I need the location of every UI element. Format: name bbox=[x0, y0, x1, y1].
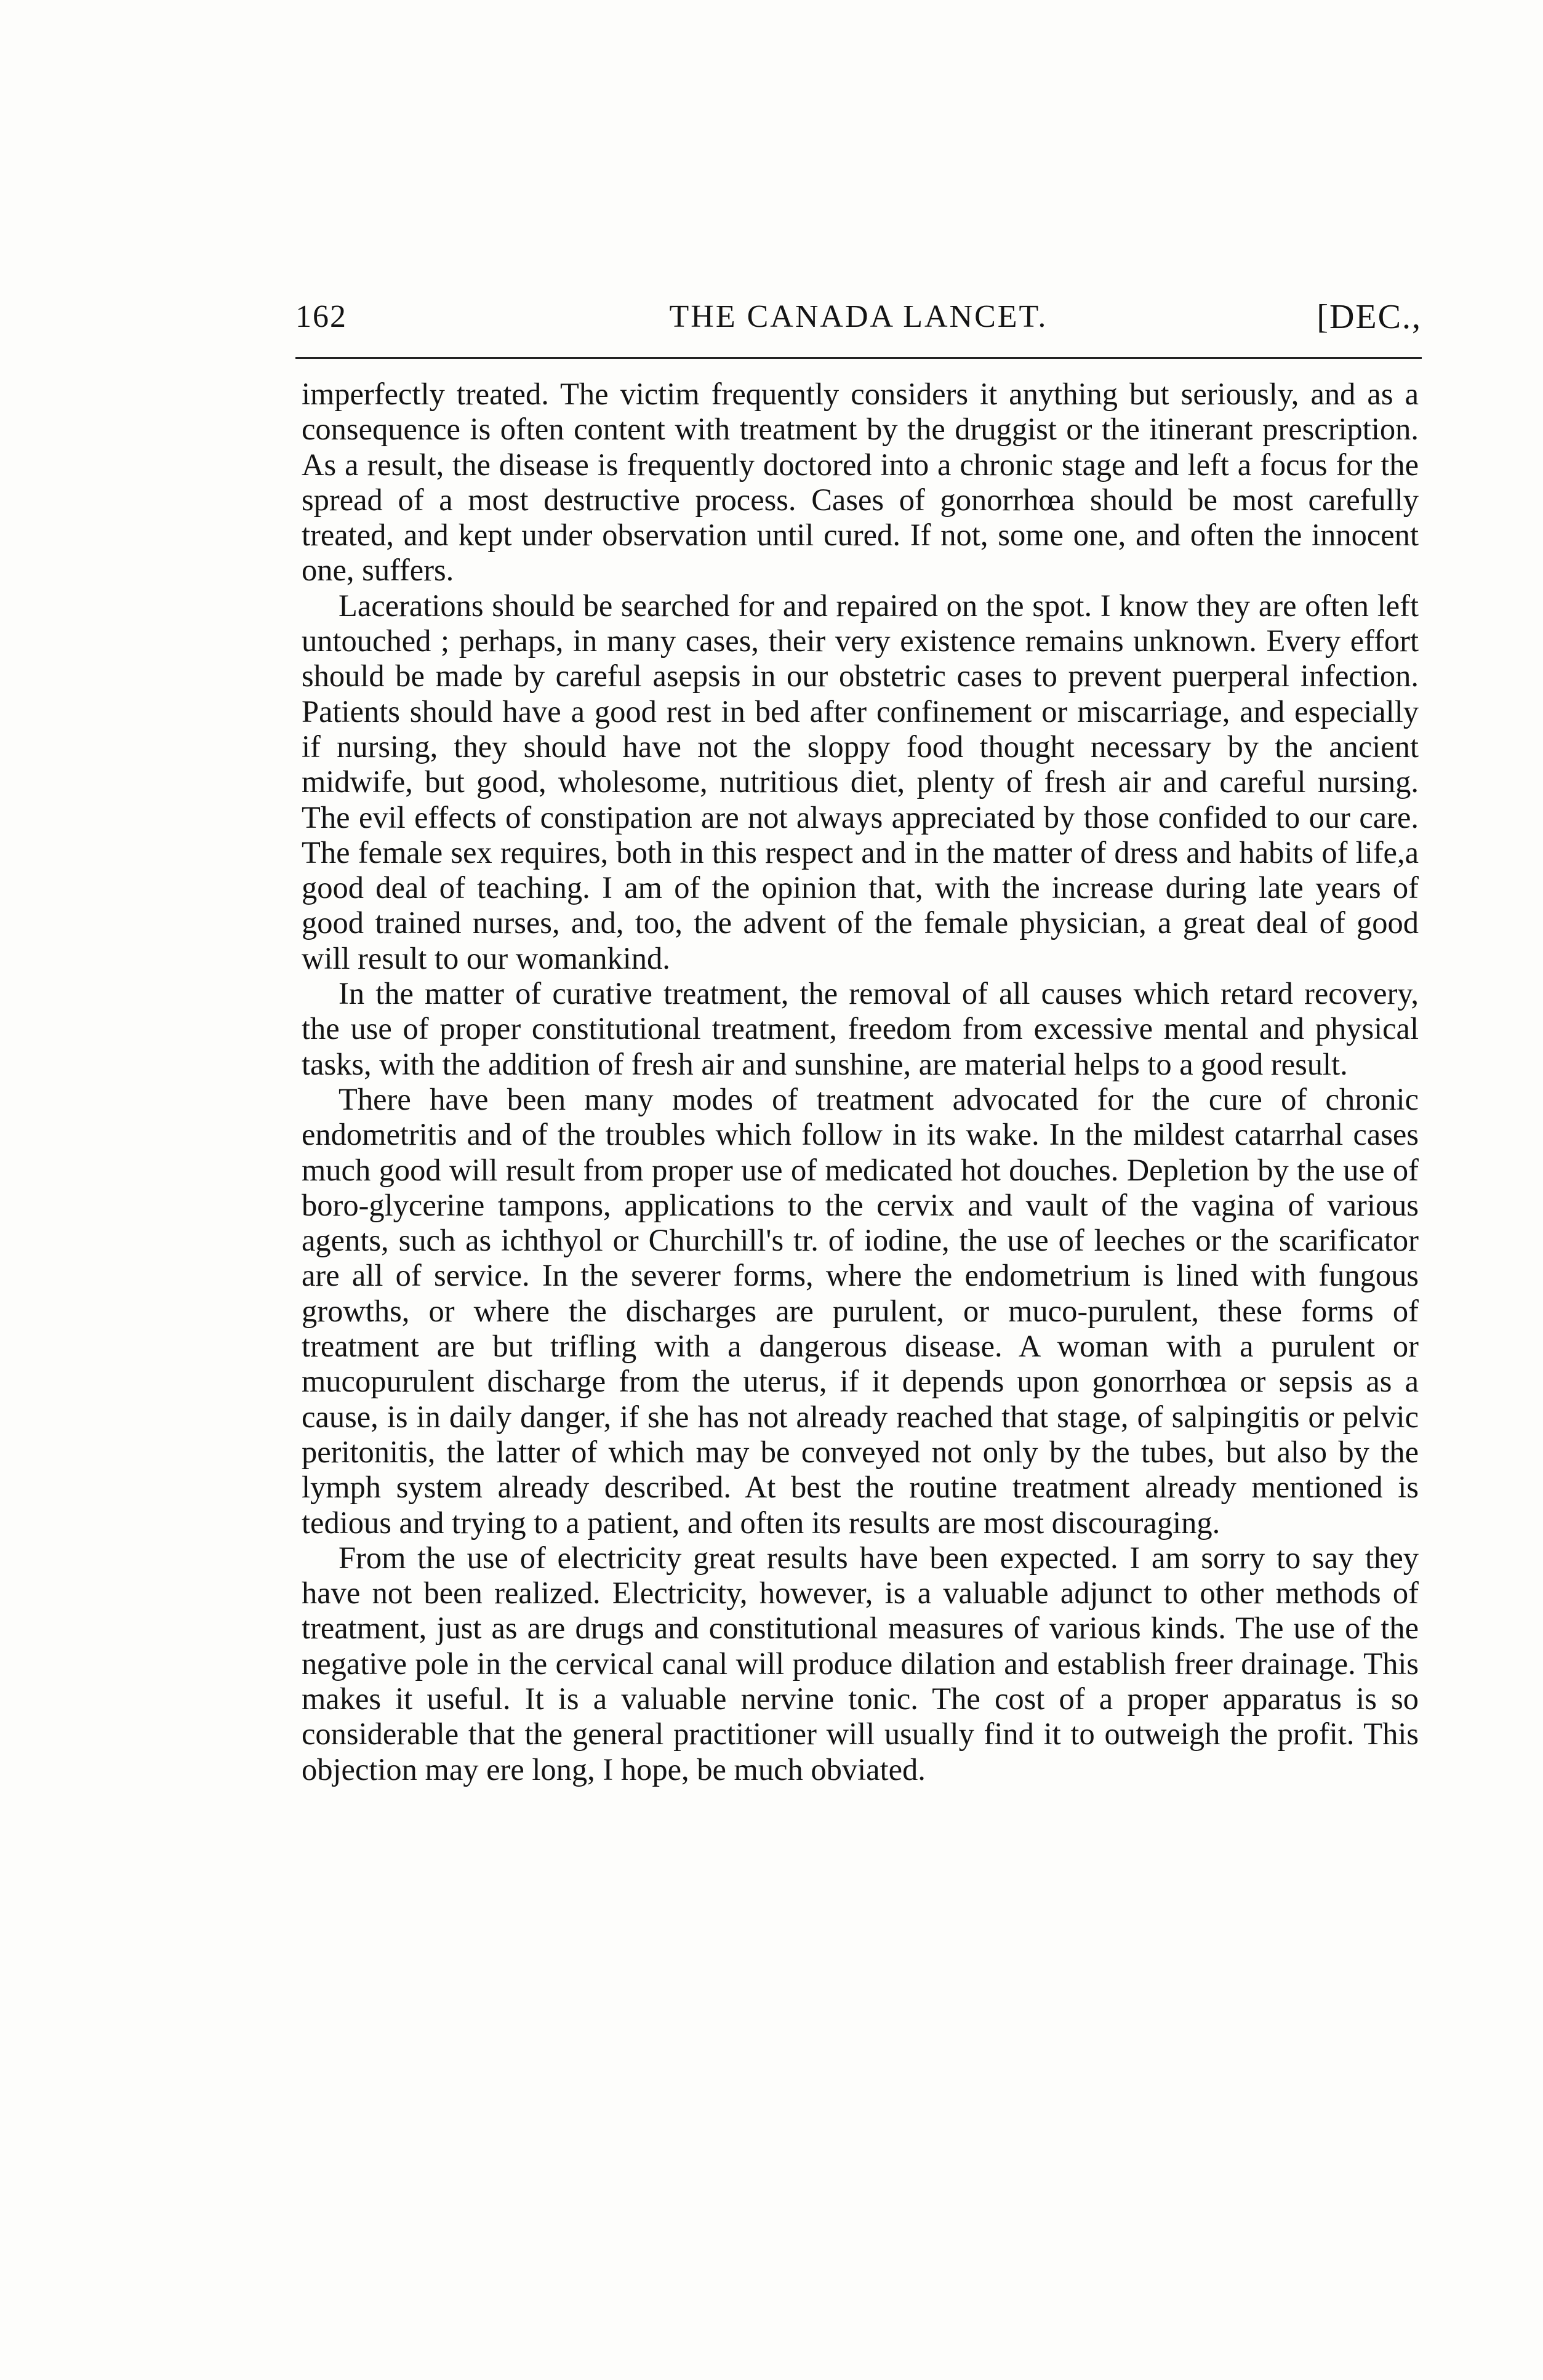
running-head bbox=[295, 289, 1422, 345]
article-body bbox=[302, 377, 1419, 2285]
header-rule bbox=[295, 357, 1422, 359]
journal-title: THE CANADA LANCET. bbox=[669, 299, 1048, 334]
issue-month: [DEC., bbox=[1317, 298, 1422, 336]
page-number: 162 bbox=[295, 299, 347, 334]
paragraph-lacerations: Lacerations should be searched for and repaired on the spot. I know they are often left untouched ; perhaps, in many cases, their very existence remains unknown. Every effort should be made by careful asepsis in our obstetric cases to prevent puerperal infection. Patients should have a good rest in bed after confinement or miscarriage, and especially if nursing, they should have not the sloppy food thought necessary by the ancient midwife, but good, wholesome, nutritious diet, plenty of fresh air and careful nursing. The evil effects of constipation are not always appreciated by those confided to our care. The female sex requires, both in this respect and in the matter of dress and habits of life,a good deal of teaching. I am of the opinion that, with the increase during late years of good trained nurses, and, too, the advent of the female physician, a great deal of good will result to our womankind. bbox=[302, 588, 1419, 976]
paragraph-curative-treatment: In the matter of curative treatment, the removal of all causes which retard recovery, the use of proper constitutional treatment, freedom from excessive mental and physical tasks, with the addition of fresh air and sunshine, are material helps to a good result. bbox=[302, 976, 1419, 1081]
paragraph-continued: imperfectly treated. The victim frequently considers it anything but seriously, and as a consequence is often content with treatment by the druggist or the itinerant prescription. As a result, the disease is frequently doctored into a chronic stage and left a focus for the spread of a most destructive process. Cases of gonorrhœa should be most carefully treated, and kept under observation until cured. If not, some one, and often the innocent one, suffers. bbox=[302, 377, 1419, 588]
paragraph-modes-of-treatment: There have been many modes of treatment advocated for the cure of chronic endometritis and of the troubles which follow in its wake. In the mildest catarrhal cases much good will result from proper use of medicated hot douches. Depletion by the use of boro-glycerine tampons, applications to the cervix and vault of the vagina of various agents, such as ichthyol or Churchill's tr. of iodine, the use of leeches or the scarificator are all of service. In the severer forms, where the endometrium is lined with fungous growths, or where the discharges are purulent, or muco-purulent, these forms of treatment are but trifling with a dangerous disease. A woman with a purulent or mucopurulent discharge from the uterus, if it depends upon gonorrhœa or sepsis as a cause, is in daily danger, if she has not already reached that stage, of salpingitis or pelvic peritonitis, the latter of which may be conveyed not only by the tubes, but also by the lymph system already described. At best the routine treatment already mentioned is tedious and trying to a patient, and often its results are most discouraging. bbox=[302, 1081, 1419, 1540]
paragraph-electricity: From the use of electricity great results have been expected. I am sorry to say they have not been realized. Electricity, however, is a valuable adjunct to other methods of treatment, just as are drugs and constitutional measures of various kinds. The use of the negative pole in the cervical canal will produce dilation and establish freer drainage. This makes it useful. It is a valuable nervine tonic. The cost of a proper apparatus is so considerable that the general practitioner will usually find it to outweigh the profit. This objection may ere long, I hope, be much obviated. bbox=[302, 1540, 1419, 1787]
